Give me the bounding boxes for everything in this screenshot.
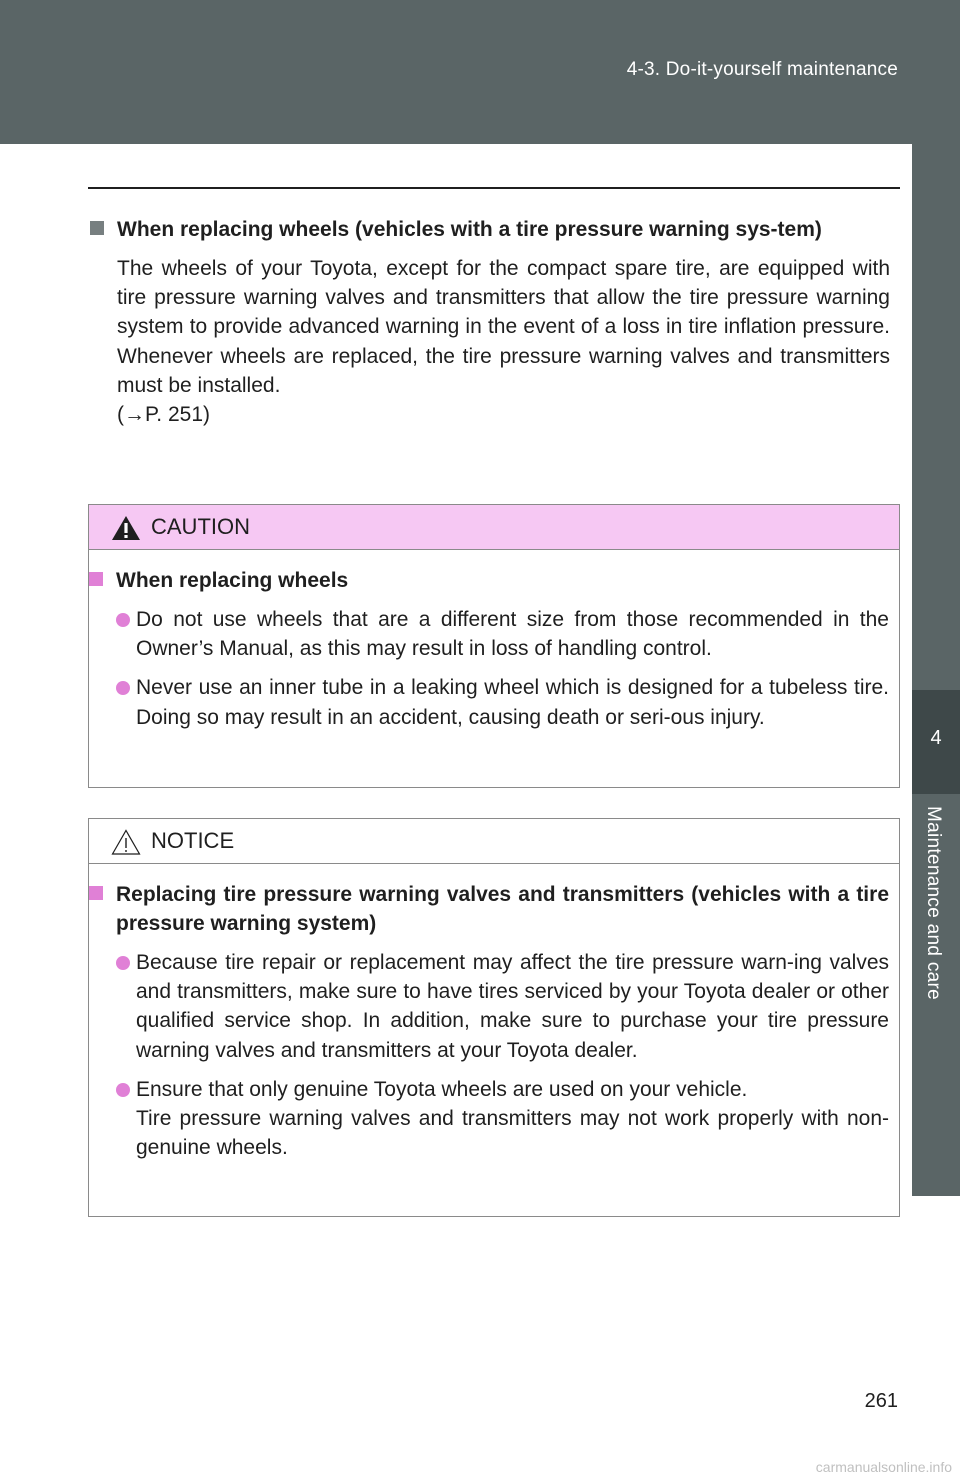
section-heading (90, 215, 890, 244)
chapter-title: Maintenance and care (923, 806, 944, 1001)
caution-heading-text: When replacing wheels (116, 569, 349, 592)
section-block (90, 215, 890, 429)
caution-heading (89, 566, 889, 595)
chapter-number: 4 (930, 727, 942, 749)
notice-label: NOTICE (151, 828, 235, 853)
caution-header (89, 505, 899, 550)
notice-box (88, 818, 900, 1217)
notice-triangle-icon (111, 829, 141, 855)
caution-body (89, 550, 899, 732)
section-body (117, 254, 890, 429)
side-tab (912, 144, 960, 1196)
caution-item (89, 605, 889, 663)
caution-item-text: Do not use wheels that are a different size from those recommended in the Owner’s Manual, as this may result in loss of handling control. (136, 608, 889, 661)
notice-item-text: Ensure that only genuine Toyota wheels are used on your vehicle. (136, 1077, 748, 1101)
round-bullet-icon (116, 1083, 130, 1097)
top-rule (88, 187, 900, 189)
section-body-text: The wheels of your Toyota, except for the compact spare tire, are equipped with tire pressure warning valves and transmitters that allow the tire pressure warning system to provide advanced warning in the event of a loss in tire inflation pressure. Whenever wheels are replaced, the tire pressure warning valves and transmitters must be installed. (117, 257, 890, 397)
notice-heading-text: Replacing tire pressure warning valves and transmitters (vehicles with a tire pressure warning system) (116, 883, 889, 935)
caution-label: CAUTION (151, 514, 250, 539)
notice-body (89, 864, 899, 1162)
round-bullet-icon (116, 681, 130, 695)
caution-item (89, 673, 889, 731)
notice-heading (89, 880, 889, 938)
round-bullet-icon (116, 613, 130, 627)
round-bullet-icon (116, 956, 130, 970)
square-bullet-icon (89, 886, 103, 900)
caution-box (88, 504, 900, 788)
square-bullet-icon (90, 221, 104, 235)
notice-item-text: Because tire repair or replacement may affect the tire pressure warn-ing valves and transmitters, make sure to have tires serviced by your Toyota dealer or other qualified service shop. In addition, make sure to purchase your tire pressure warning valves and transmitters at your Toyota dealer. (136, 951, 889, 1062)
square-bullet-icon (89, 572, 103, 586)
running-header-section: 4-3. Do-it-yourself maintenance (626, 59, 898, 80)
caution-item-text: Never use an inner tube in a leaking wheel which is designed for a tubeless tire. Doing so may result in an accident, causing death or seri-ous injury. (136, 676, 889, 729)
page-reference: (→P. 251) (117, 403, 210, 427)
notice-item-detail: Tire pressure warning valves and transmitters may not work properly with non-genuine wheels. (136, 1107, 889, 1160)
notice-item (89, 1075, 889, 1163)
watermark: carmanualsonline.info (815, 1459, 952, 1475)
notice-item (89, 948, 889, 1065)
warning-triangle-icon (111, 515, 141, 541)
section-heading-text: When replacing wheels (vehicles with a tire pressure warning sys-tem) (117, 218, 822, 241)
page-number: 261 (864, 1390, 898, 1412)
notice-header (89, 819, 899, 864)
